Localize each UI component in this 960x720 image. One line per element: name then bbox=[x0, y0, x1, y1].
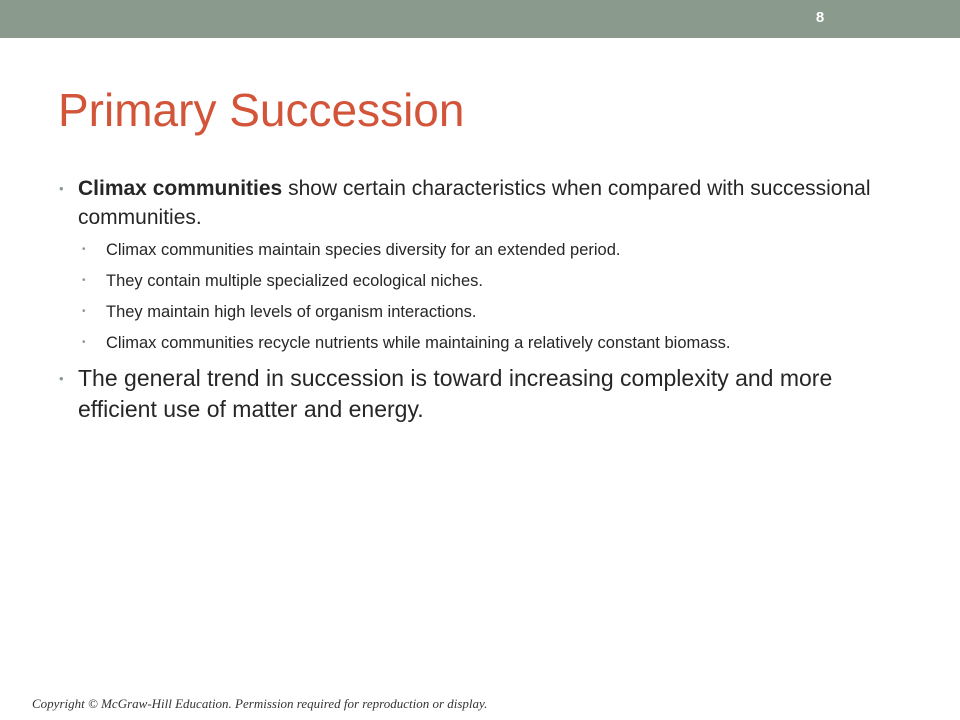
sub-bullet-text: Climax communities maintain species diversity for an extended period. bbox=[106, 241, 621, 259]
sub-bullet-marker: • bbox=[82, 337, 86, 348]
bullet-climax-communities bbox=[58, 174, 898, 232]
sub-bullet-item bbox=[80, 301, 876, 323]
bullet-text: The general trend in succession is toward increasing complexity and more efficient use of matter and energy. bbox=[78, 365, 833, 422]
sub-bullet-text: Climax communities recycle nutrients while maintaining a relatively constant biomass. bbox=[106, 334, 731, 352]
sub-bullet-text: They maintain high levels of organism interactions. bbox=[106, 303, 477, 321]
sub-bullet-item bbox=[80, 239, 876, 261]
sub-bullet-item bbox=[80, 332, 876, 354]
bullet-text: show certain characteristics when compared with successional communities. bbox=[78, 177, 871, 229]
bullet-marker: • bbox=[59, 371, 64, 386]
sub-bullet-text: They contain multiple specialized ecological niches. bbox=[106, 272, 483, 290]
bullet-marker: • bbox=[59, 181, 64, 196]
bullet-general-trend bbox=[58, 363, 898, 425]
sub-bullet-marker: • bbox=[82, 244, 86, 255]
sub-bullet-list bbox=[80, 239, 898, 354]
slide-title: Primary Succession bbox=[58, 84, 465, 136]
sub-bullet-marker: • bbox=[82, 275, 86, 286]
slide-number: 8 bbox=[815, 9, 825, 26]
bullet-lead-text: Climax communities bbox=[78, 177, 283, 200]
slide-body bbox=[58, 174, 898, 425]
sub-bullet-item bbox=[80, 270, 876, 292]
sub-bullet-marker: • bbox=[82, 306, 86, 317]
copyright-notice: Copyright © McGraw-Hill Education. Permission required for reproduction or display. bbox=[32, 696, 488, 711]
